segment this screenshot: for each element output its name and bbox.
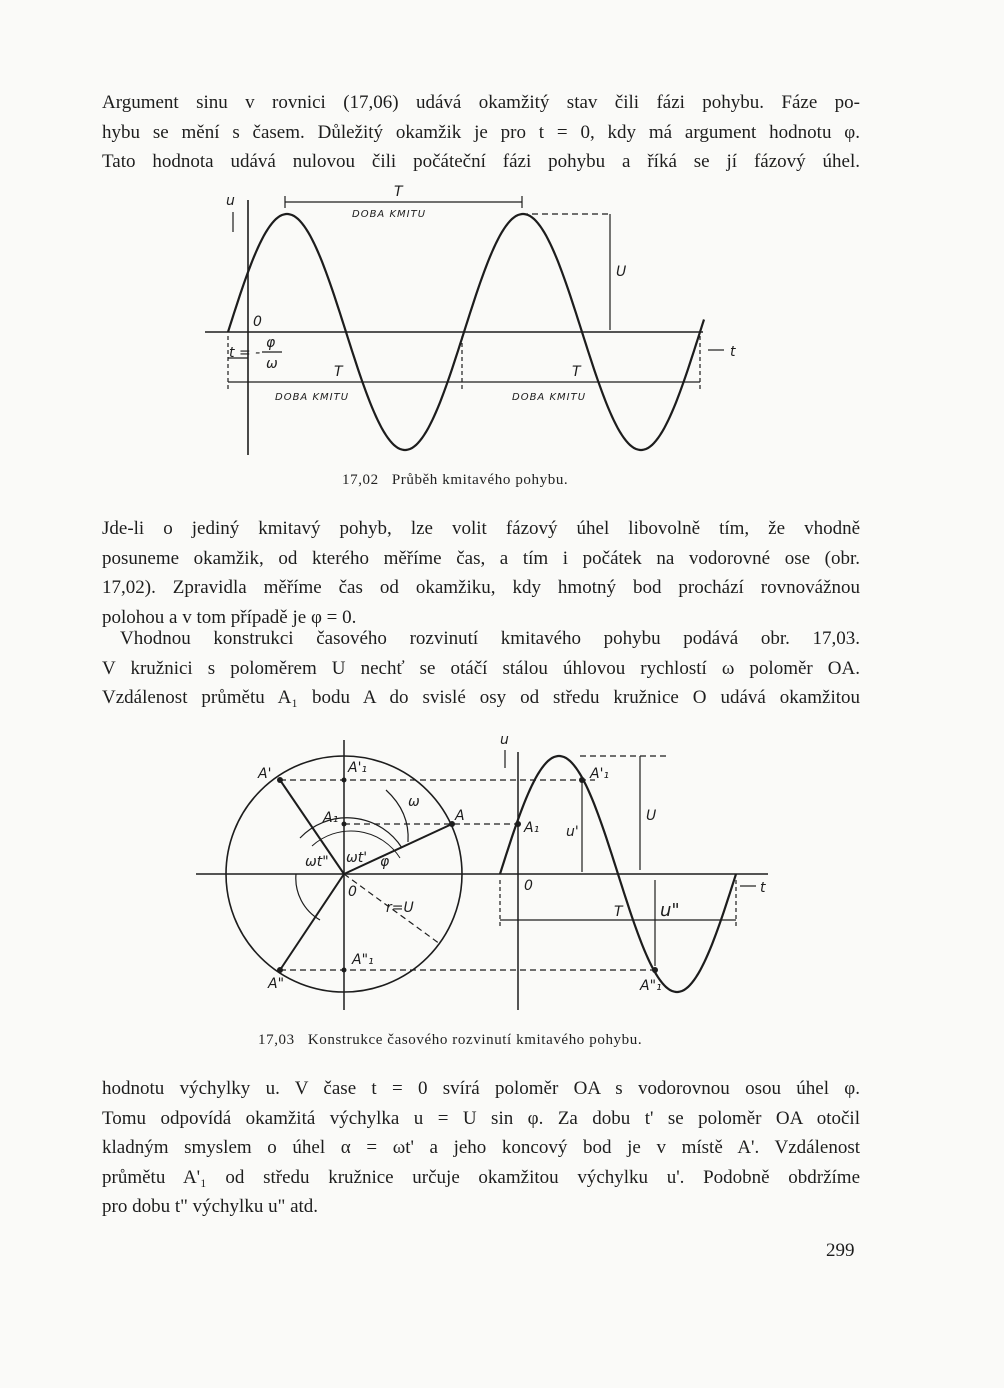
label-U: U <box>646 808 657 824</box>
label-A: A <box>455 808 465 824</box>
label-A1-prime-top: A'₁ <box>348 760 368 776</box>
caption-text: Průběh kmitavého pohybu. <box>391 472 569 488</box>
amplitude-label: U <box>616 264 627 280</box>
t-axis-label-2: t <box>760 880 766 896</box>
u-axis-label-2: u <box>500 732 509 748</box>
label-A1-dprime-right: A"₁ <box>640 978 662 994</box>
label-O: 0 <box>348 884 357 900</box>
u-axis-label: u <box>226 193 235 209</box>
text-line: hodnotu výchylky u. V čase t = 0 svírá poloměr OA s vodorovnou osou úhel φ. <box>102 1078 860 1099</box>
label-phi: φ <box>380 854 390 870</box>
paragraph-4 <box>102 1074 860 1222</box>
period-label-right: T <box>572 364 581 380</box>
text-line: pro dobu t" výchylku u" atd. <box>102 1196 319 1217</box>
text-line: Vhodnou konstrukci časového rozvinutí kmitavého pohybu podává obr. 17,03. <box>120 628 860 649</box>
label-u-dprime: u" <box>660 900 680 921</box>
text-line: Argument sinu v rovnici (17,06) udává okamžitý stav čili fázi pohybu. Fáze po- <box>102 92 860 113</box>
text-line: posuneme okamžik, od kterého měříme čas, a tím i počátek na vodorovné ose (obr. <box>102 547 860 569</box>
label-A-dprime: A" <box>268 976 285 992</box>
period-label-left: T <box>334 364 343 380</box>
doba-kmitu-top: DOBA KMITU <box>352 209 427 220</box>
label-u-prime: u' <box>566 824 579 840</box>
text-line: Tato hodnota udává nulovou čili počáteční fázi pohybu a říká se jí fázový úhel. <box>102 151 860 172</box>
page-number: 299 <box>826 1240 855 1261</box>
text-line: kladným smyslem o úhel α = ωt' a jeho koncový bod je v místě A'. Vzdálenost <box>102 1137 860 1158</box>
omega-label: ω <box>266 356 278 372</box>
label-omega: ω <box>408 794 420 810</box>
label-r-eq-U: r=U <box>386 900 414 916</box>
label-A1-dprime: A"₁ <box>352 952 374 968</box>
period-label-top: T <box>394 184 403 200</box>
figure-17-03-caption <box>258 1032 642 1049</box>
text-line: polohou a v tom případě je φ = 0. <box>102 606 357 628</box>
caption-text: Konstrukce časového rozvinutí kmitavého pohybu. <box>307 1032 643 1048</box>
text-line: Vzdálenost průmětu A₁ bodu A do svislé osy od středu kružnice O udává okamžitou <box>102 687 860 708</box>
text-line: 17,02). Zpravidla měříme čas od okamžiku, kdy hmotný bod prochází rovnovážnou <box>102 577 860 598</box>
t-axis-label: t <box>730 344 736 360</box>
label-A1-right: A₁ <box>524 820 540 836</box>
text-line: hybu se mění s časem. Důležitý okamžik je pro t = 0, kdy má argument hodnotu φ. <box>102 121 860 143</box>
origin-label-2: 0 <box>524 878 533 894</box>
label-A1: A₁ <box>323 810 339 826</box>
label-A1-prime-right: A'₁ <box>590 766 610 782</box>
text-line: Jde-li o jediný kmitavý pohyb, lze volit fázový úhel libovolně tím, že vhodně <box>102 518 860 539</box>
label-T: T <box>614 904 623 920</box>
doba-kmitu-left: DOBA KMITU <box>275 392 350 403</box>
text-line: průmětu A'₁ od středu kružnice určuje okamžitou výchylku u'. Podobně obdržíme <box>102 1166 860 1188</box>
text-line: Tomu odpovídá okamžitá výchylka u = U sin φ. Za dobu t' se poloměr OA otočil <box>102 1107 860 1129</box>
label-omega-t-prime: ωt' <box>346 850 368 866</box>
doba-kmitu-right: DOBA KMITU <box>512 392 587 403</box>
caption-number: 17,03 <box>258 1032 295 1048</box>
text-line: V kružnici s poloměrem U nechť se otáčí stálou úhlovou rychlostí ω poloměr OA. <box>102 657 860 679</box>
origin-label: 0 <box>253 314 262 330</box>
phi-label: φ <box>266 335 276 351</box>
label-A-prime: A' <box>258 766 272 782</box>
t-equation: t = - <box>229 345 261 361</box>
label-omega-t-dprime: ωt" <box>305 854 329 870</box>
caption-number: 17,02 <box>342 472 379 488</box>
